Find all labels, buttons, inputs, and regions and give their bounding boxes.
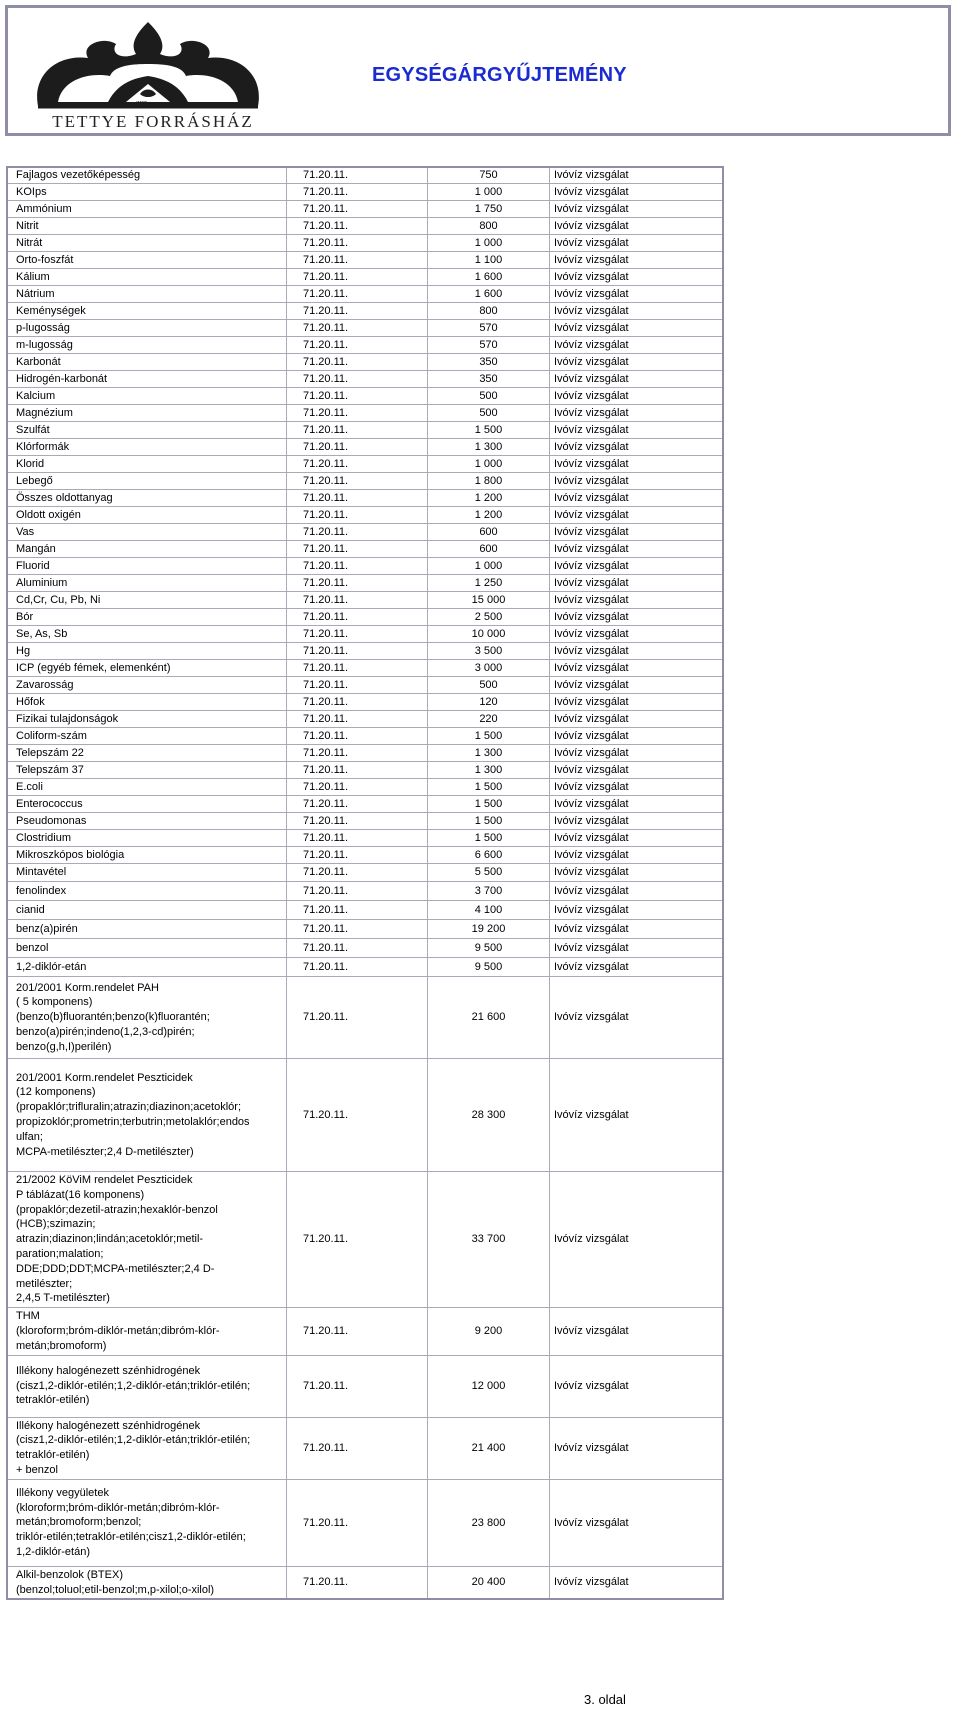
row-type: Ivóvíz vizsgálat xyxy=(550,337,724,354)
table-row xyxy=(7,882,723,901)
row-name: Telepszám 22 xyxy=(7,745,287,762)
row-code: 71.20.11. xyxy=(287,507,428,524)
letterhead xyxy=(5,5,951,136)
row-code: 71.20.11. xyxy=(287,286,428,303)
row-name: benzol xyxy=(7,939,287,958)
row-name: Pseudomonas xyxy=(7,813,287,830)
row-code: 71.20.11. xyxy=(287,830,428,847)
row-code: 71.20.11. xyxy=(287,677,428,694)
row-price: 750 xyxy=(428,167,550,184)
table-row xyxy=(7,490,723,507)
table-row xyxy=(7,643,723,660)
table-row xyxy=(7,541,723,558)
row-code: 71.20.11. xyxy=(287,167,428,184)
row-name: ICP (egyéb fémek, elemenként) xyxy=(7,660,287,677)
row-type: Ivóvíz vizsgálat xyxy=(550,901,724,920)
row-code: 71.20.11. xyxy=(287,524,428,541)
row-price: 1 200 xyxy=(428,507,550,524)
row-name: Mikroszkópos biológia xyxy=(7,847,287,864)
row-type: Ivóvíz vizsgálat xyxy=(550,660,724,677)
row-price: 28 300 xyxy=(428,1059,550,1172)
row-name: Alkil-benzolok (BTEX) (benzol;toluol;etil-benzol;m,p-xilol;o-xilol) xyxy=(7,1566,287,1599)
row-code: 71.20.11. xyxy=(287,745,428,762)
row-name: Enterococcus xyxy=(7,796,287,813)
row-name: 201/2001 Korm.rendelet PAH ( 5 komponens) (benzo(b)fluorantén;benzo(k)fluorantén; benzo(a)pirén;indeno(1,2,3-cd)pirén; benzo(g,h,I)perilén) xyxy=(7,977,287,1059)
row-price: 1 500 xyxy=(428,422,550,439)
table-row xyxy=(7,1479,723,1566)
row-type: Ivóvíz vizsgálat xyxy=(550,864,724,882)
row-name: Hőfok xyxy=(7,694,287,711)
row-name: Illékony halogénezett szénhidrogének (cisz1,2-diklór-etilén;1,2-diklór-etán;triklór-etilén; tetraklór-etilén) xyxy=(7,1355,287,1417)
row-type: Ivóvíz vizsgálat xyxy=(550,1417,724,1479)
table-row xyxy=(7,728,723,745)
row-name: Fajlagos vezetőképesség xyxy=(7,167,287,184)
row-code: 71.20.11. xyxy=(287,977,428,1059)
row-type: Ivóvíz vizsgálat xyxy=(550,1355,724,1417)
row-name: Lebegő xyxy=(7,473,287,490)
row-price: 21 600 xyxy=(428,977,550,1059)
row-code: 71.20.11. xyxy=(287,1355,428,1417)
company-logo xyxy=(18,14,268,134)
row-name: cianid xyxy=(7,901,287,920)
row-price: 23 800 xyxy=(428,1479,550,1566)
row-type: Ivóvíz vizsgálat xyxy=(550,920,724,939)
table-row xyxy=(7,1059,723,1172)
row-name: THM (kloroform;bróm-diklór-metán;dibróm-klór- metán;bromoform) xyxy=(7,1308,287,1355)
row-type: Ivóvíz vizsgálat xyxy=(550,252,724,269)
row-name: Magnézium xyxy=(7,405,287,422)
row-type: Ivóvíz vizsgálat xyxy=(550,762,724,779)
row-name: 201/2001 Korm.rendelet Peszticidek (12 komponens) (propaklór;trifluralin;atrazin;diazinon;acetoklór; propizoklór;prometrin;terbutrin;metolaklór;endos ulfan; MCPA-metilészter;2,4 D-metilészter) xyxy=(7,1059,287,1172)
table-row xyxy=(7,711,723,728)
row-code: 71.20.11. xyxy=(287,1417,428,1479)
row-price: 20 400 xyxy=(428,1566,550,1599)
row-price: 1 600 xyxy=(428,286,550,303)
table-row xyxy=(7,167,723,184)
row-code: 71.20.11. xyxy=(287,1308,428,1355)
row-price: 1 300 xyxy=(428,745,550,762)
row-type: Ivóvíz vizsgálat xyxy=(550,269,724,286)
row-price: 500 xyxy=(428,677,550,694)
row-price: 3 500 xyxy=(428,643,550,660)
table-row xyxy=(7,660,723,677)
row-type: Ivóvíz vizsgálat xyxy=(550,439,724,456)
row-type: Ivóvíz vizsgálat xyxy=(550,779,724,796)
row-type: Ivóvíz vizsgálat xyxy=(550,958,724,977)
row-code: 71.20.11. xyxy=(287,1172,428,1308)
row-name: Kálium xyxy=(7,269,287,286)
row-code: 71.20.11. xyxy=(287,711,428,728)
row-price: 1 500 xyxy=(428,796,550,813)
row-price: 12 000 xyxy=(428,1355,550,1417)
table-row xyxy=(7,1355,723,1417)
row-code: 71.20.11. xyxy=(287,643,428,660)
row-name: Vas xyxy=(7,524,287,541)
row-code: 71.20.11. xyxy=(287,901,428,920)
row-type: Ivóvíz vizsgálat xyxy=(550,1566,724,1599)
row-type: Ivóvíz vizsgálat xyxy=(550,592,724,609)
table-row xyxy=(7,337,723,354)
row-name: m-lugosság xyxy=(7,337,287,354)
row-price: 1 100 xyxy=(428,252,550,269)
row-type: Ivóvíz vizsgálat xyxy=(550,626,724,643)
row-name: Zavarosság xyxy=(7,677,287,694)
row-name: Coliform-szám xyxy=(7,728,287,745)
row-type: Ivóvíz vizsgálat xyxy=(550,201,724,218)
row-price: 1 250 xyxy=(428,575,550,592)
row-name: Mintavétel xyxy=(7,864,287,882)
row-price: 6 600 xyxy=(428,847,550,864)
row-name: Kalcium xyxy=(7,388,287,405)
row-code: 71.20.11. xyxy=(287,779,428,796)
row-name: Cd,Cr, Cu, Pb, Ni xyxy=(7,592,287,609)
table-row xyxy=(7,626,723,643)
row-price: 600 xyxy=(428,524,550,541)
table-row xyxy=(7,694,723,711)
row-type: Ivóvíz vizsgálat xyxy=(550,235,724,252)
row-price: 1 000 xyxy=(428,456,550,473)
row-code: 71.20.11. xyxy=(287,439,428,456)
row-price: 1 750 xyxy=(428,201,550,218)
row-name: Szulfát xyxy=(7,422,287,439)
table-row xyxy=(7,1417,723,1479)
row-price: 1 000 xyxy=(428,184,550,201)
row-code: 71.20.11. xyxy=(287,958,428,977)
row-code: 71.20.11. xyxy=(287,847,428,864)
row-price: 9 200 xyxy=(428,1308,550,1355)
row-name: Keménységek xyxy=(7,303,287,320)
row-name: Mangán xyxy=(7,541,287,558)
row-code: 71.20.11. xyxy=(287,320,428,337)
row-code: 71.20.11. xyxy=(287,303,428,320)
row-price: 5 500 xyxy=(428,864,550,882)
row-price: 3 000 xyxy=(428,660,550,677)
row-type: Ivóvíz vizsgálat xyxy=(550,473,724,490)
table-row xyxy=(7,507,723,524)
table-row xyxy=(7,939,723,958)
row-price: 1 500 xyxy=(428,779,550,796)
row-name: 21/2002 KöViM rendelet Peszticidek P táblázat(16 komponens) (propaklór;dezetil-atrazin;hexaklór-benzol (HCB);szimazin; atrazin;diazinon;lindán;acetoklór;metil- paration;malation; DDE;DDD;DDT;MCPA-metilészter;2,4 D- metilészter; 2,4,5 T-metilészter) xyxy=(7,1172,287,1308)
row-code: 71.20.11. xyxy=(287,235,428,252)
row-code: 71.20.11. xyxy=(287,456,428,473)
row-name: Telepszám 37 xyxy=(7,762,287,779)
row-code: 71.20.11. xyxy=(287,920,428,939)
table-row xyxy=(7,269,723,286)
row-code: 71.20.11. xyxy=(287,558,428,575)
row-type: Ivóvíz vizsgálat xyxy=(550,1308,724,1355)
row-price: 800 xyxy=(428,303,550,320)
row-code: 71.20.11. xyxy=(287,592,428,609)
table-row xyxy=(7,762,723,779)
row-code: 71.20.11. xyxy=(287,762,428,779)
row-price: 21 400 xyxy=(428,1417,550,1479)
row-type: Ivóvíz vizsgálat xyxy=(550,677,724,694)
table-row xyxy=(7,592,723,609)
row-price: 800 xyxy=(428,218,550,235)
row-type: Ivóvíz vizsgálat xyxy=(550,694,724,711)
row-code: 71.20.11. xyxy=(287,337,428,354)
table-row xyxy=(7,235,723,252)
table-row xyxy=(7,201,723,218)
row-price: 9 500 xyxy=(428,939,550,958)
row-price: 350 xyxy=(428,354,550,371)
row-type: Ivóvíz vizsgálat xyxy=(550,167,724,184)
row-price: 500 xyxy=(428,405,550,422)
row-price: 1 500 xyxy=(428,813,550,830)
row-name: Bór xyxy=(7,609,287,626)
row-code: 71.20.11. xyxy=(287,405,428,422)
row-price: 1 000 xyxy=(428,235,550,252)
row-type: Ivóvíz vizsgálat xyxy=(550,286,724,303)
row-code: 71.20.11. xyxy=(287,354,428,371)
row-type: Ivóvíz vizsgálat xyxy=(550,711,724,728)
row-name: Se, As, Sb xyxy=(7,626,287,643)
table-row xyxy=(7,354,723,371)
row-type: Ivóvíz vizsgálat xyxy=(550,490,724,507)
table-row xyxy=(7,218,723,235)
row-type: Ivóvíz vizsgálat xyxy=(550,524,724,541)
row-price: 1 500 xyxy=(428,728,550,745)
row-price: 9 500 xyxy=(428,958,550,977)
row-code: 71.20.11. xyxy=(287,882,428,901)
row-price: 600 xyxy=(428,541,550,558)
table-row xyxy=(7,958,723,977)
row-price: 350 xyxy=(428,371,550,388)
row-name: Karbonát xyxy=(7,354,287,371)
table-row xyxy=(7,813,723,830)
row-type: Ivóvíz vizsgálat xyxy=(550,728,724,745)
row-price: 3 700 xyxy=(428,882,550,901)
company-name: TETTYE FORRÁSHÁZ xyxy=(52,112,254,131)
table-row xyxy=(7,779,723,796)
table-row xyxy=(7,1566,723,1599)
row-name: Klorid xyxy=(7,456,287,473)
table-row xyxy=(7,286,723,303)
row-type: Ivóvíz vizsgálat xyxy=(550,541,724,558)
row-name: Aluminium xyxy=(7,575,287,592)
table-row xyxy=(7,1172,723,1308)
row-price: 1 300 xyxy=(428,762,550,779)
row-code: 71.20.11. xyxy=(287,388,428,405)
row-type: Ivóvíz vizsgálat xyxy=(550,882,724,901)
row-code: 71.20.11. xyxy=(287,1479,428,1566)
row-type: Ivóvíz vizsgálat xyxy=(550,320,724,337)
row-name: Fizikai tulajdonságok xyxy=(7,711,287,728)
row-price: 500 xyxy=(428,388,550,405)
row-type: Ivóvíz vizsgálat xyxy=(550,813,724,830)
row-type: Ivóvíz vizsgálat xyxy=(550,847,724,864)
table-row xyxy=(7,303,723,320)
row-code: 71.20.11. xyxy=(287,490,428,507)
row-type: Ivóvíz vizsgálat xyxy=(550,507,724,524)
table-row xyxy=(7,405,723,422)
row-name: Fluorid xyxy=(7,558,287,575)
row-price: 1 300 xyxy=(428,439,550,456)
row-name: Nitrit xyxy=(7,218,287,235)
row-type: Ivóvíz vizsgálat xyxy=(550,1479,724,1566)
row-name: Ammónium xyxy=(7,201,287,218)
row-price: 33 700 xyxy=(428,1172,550,1308)
row-price: 1 200 xyxy=(428,490,550,507)
row-name: p-lugosság xyxy=(7,320,287,337)
row-code: 71.20.11. xyxy=(287,1059,428,1172)
row-price: 570 xyxy=(428,337,550,354)
row-type: Ivóvíz vizsgálat xyxy=(550,830,724,847)
row-name: Illékony vegyületek (kloroform;bróm-diklór-metán;dibróm-klór- metán;bromoform;benzol; triklór-etilén;tetraklór-etilén;cisz1,2-diklór-etilén; 1,2-diklór-etán) xyxy=(7,1479,287,1566)
row-price: 1 000 xyxy=(428,558,550,575)
row-price: 220 xyxy=(428,711,550,728)
row-type: Ivóvíz vizsgálat xyxy=(550,388,724,405)
row-code: 71.20.11. xyxy=(287,796,428,813)
row-type: Ivóvíz vizsgálat xyxy=(550,558,724,575)
row-name: Összes oldottanyag xyxy=(7,490,287,507)
row-code: 71.20.11. xyxy=(287,813,428,830)
price-table xyxy=(6,166,724,1600)
row-name: Nitrát xyxy=(7,235,287,252)
row-type: Ivóvíz vizsgálat xyxy=(550,575,724,592)
price-table-body xyxy=(7,167,723,1599)
row-price: 1 800 xyxy=(428,473,550,490)
row-type: Ivóvíz vizsgálat xyxy=(550,977,724,1059)
table-row xyxy=(7,388,723,405)
row-name: Nátrium xyxy=(7,286,287,303)
row-code: 71.20.11. xyxy=(287,473,428,490)
table-row xyxy=(7,320,723,337)
row-name: Orto-foszfát xyxy=(7,252,287,269)
table-row xyxy=(7,864,723,882)
row-type: Ivóvíz vizsgálat xyxy=(550,643,724,660)
row-price: 19 200 xyxy=(428,920,550,939)
row-price: 1 600 xyxy=(428,269,550,286)
row-name: KOIps xyxy=(7,184,287,201)
table-row xyxy=(7,745,723,762)
row-type: Ivóvíz vizsgálat xyxy=(550,1059,724,1172)
row-code: 71.20.11. xyxy=(287,541,428,558)
row-type: Ivóvíz vizsgálat xyxy=(550,218,724,235)
row-price: 10 000 xyxy=(428,626,550,643)
table-row xyxy=(7,422,723,439)
table-row xyxy=(7,830,723,847)
row-type: Ivóvíz vizsgálat xyxy=(550,405,724,422)
row-name: fenolindex xyxy=(7,882,287,901)
row-code: 71.20.11. xyxy=(287,864,428,882)
table-row xyxy=(7,456,723,473)
row-type: Ivóvíz vizsgálat xyxy=(550,354,724,371)
table-row xyxy=(7,901,723,920)
row-name: E.coli xyxy=(7,779,287,796)
table-row xyxy=(7,796,723,813)
row-code: 71.20.11. xyxy=(287,694,428,711)
row-code: 71.20.11. xyxy=(287,252,428,269)
company-form: ZRT. xyxy=(136,101,149,107)
row-type: Ivóvíz vizsgálat xyxy=(550,609,724,626)
row-type: Ivóvíz vizsgálat xyxy=(550,1172,724,1308)
page-number: 3. oldal xyxy=(584,1692,626,1707)
row-type: Ivóvíz vizsgálat xyxy=(550,745,724,762)
table-row xyxy=(7,252,723,269)
row-type: Ivóvíz vizsgálat xyxy=(550,184,724,201)
table-row xyxy=(7,371,723,388)
row-price: 120 xyxy=(428,694,550,711)
row-name: Hg xyxy=(7,643,287,660)
row-code: 71.20.11. xyxy=(287,609,428,626)
row-name: Hidrogén-karbonát xyxy=(7,371,287,388)
row-code: 71.20.11. xyxy=(287,728,428,745)
table-row xyxy=(7,609,723,626)
row-type: Ivóvíz vizsgálat xyxy=(550,796,724,813)
mosque-dome-logo-icon xyxy=(18,14,268,114)
table-row xyxy=(7,1308,723,1355)
row-code: 71.20.11. xyxy=(287,201,428,218)
row-type: Ivóvíz vizsgálat xyxy=(550,303,724,320)
row-price: 1 500 xyxy=(428,830,550,847)
row-code: 71.20.11. xyxy=(287,939,428,958)
table-row xyxy=(7,184,723,201)
table-row xyxy=(7,575,723,592)
row-name: Klórformák xyxy=(7,439,287,456)
table-row xyxy=(7,847,723,864)
row-code: 71.20.11. xyxy=(287,626,428,643)
row-price: 570 xyxy=(428,320,550,337)
row-code: 71.20.11. xyxy=(287,660,428,677)
row-price: 15 000 xyxy=(428,592,550,609)
table-row xyxy=(7,558,723,575)
row-type: Ivóvíz vizsgálat xyxy=(550,371,724,388)
row-code: 71.20.11. xyxy=(287,269,428,286)
table-row xyxy=(7,977,723,1059)
row-name: Illékony halogénezett szénhidrogének (cisz1,2-diklór-etilén;1,2-diklór-etán;triklór-etilén; tetraklór-etilén) + benzol xyxy=(7,1417,287,1479)
table-row xyxy=(7,524,723,541)
table-row xyxy=(7,439,723,456)
table-row xyxy=(7,920,723,939)
row-type: Ivóvíz vizsgálat xyxy=(550,422,724,439)
table-row xyxy=(7,677,723,694)
row-name: Clostridium xyxy=(7,830,287,847)
row-type: Ivóvíz vizsgálat xyxy=(550,456,724,473)
row-type: Ivóvíz vizsgálat xyxy=(550,939,724,958)
table-row xyxy=(7,473,723,490)
row-name: 1,2-diklór-etán xyxy=(7,958,287,977)
row-code: 71.20.11. xyxy=(287,575,428,592)
row-code: 71.20.11. xyxy=(287,184,428,201)
document-title: EGYSÉGÁRGYŰJTEMÉNY xyxy=(372,64,627,86)
row-code: 71.20.11. xyxy=(287,218,428,235)
row-code: 71.20.11. xyxy=(287,1566,428,1599)
row-name: benz(a)pirén xyxy=(7,920,287,939)
row-price: 4 100 xyxy=(428,901,550,920)
row-code: 71.20.11. xyxy=(287,371,428,388)
row-price: 2 500 xyxy=(428,609,550,626)
row-code: 71.20.11. xyxy=(287,422,428,439)
row-name: Oldott oxigén xyxy=(7,507,287,524)
